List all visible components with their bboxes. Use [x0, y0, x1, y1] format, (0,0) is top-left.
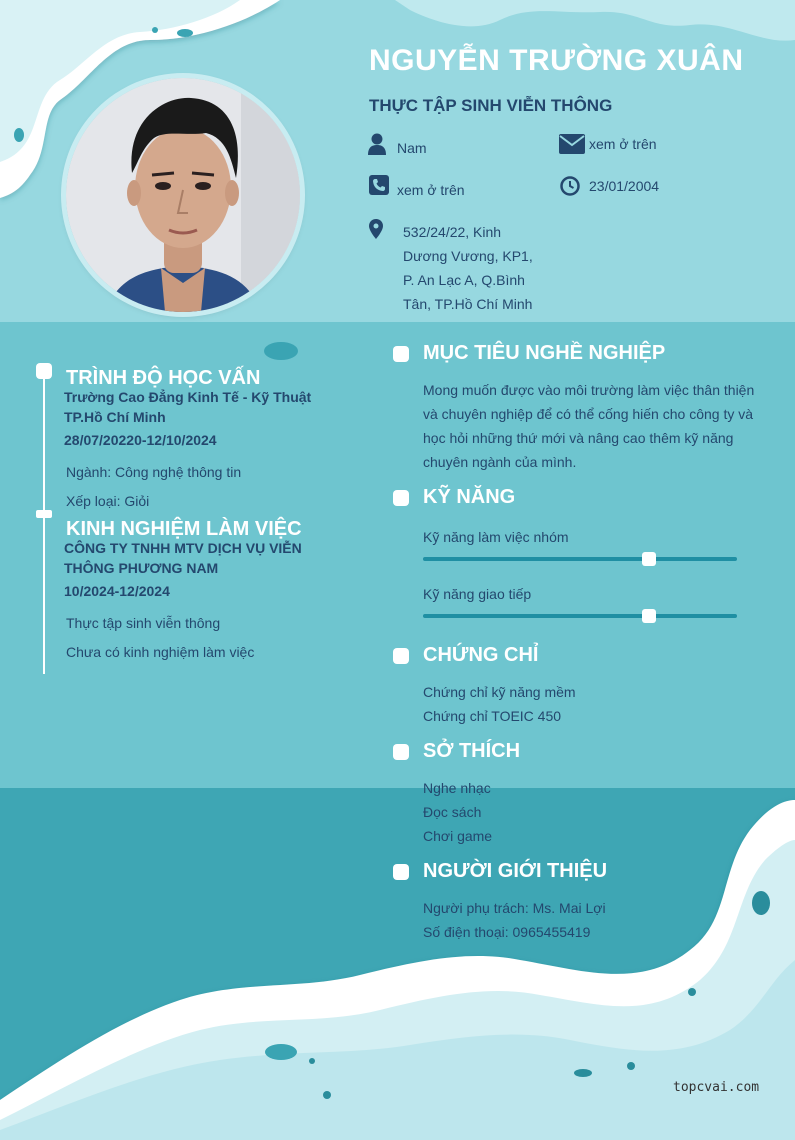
skill-label: Kỹ năng giao tiếp: [423, 586, 532, 602]
experience-title: KINH NGHIỆM LÀM VIỆC: [66, 518, 302, 540]
education-period: 28/07/20220-12/10/2024: [64, 432, 217, 448]
hobby-item: Nghe nhạc: [423, 780, 491, 796]
phone-icon: [369, 175, 389, 195]
reference-bullet: [393, 864, 409, 880]
address: [403, 220, 553, 316]
education-bullet: [36, 363, 52, 379]
skill-bar: [423, 614, 737, 618]
reference-phone: Số điện thoại: 0965455419: [423, 924, 591, 940]
address-line: 532/24/22, Kinh: [403, 224, 502, 240]
job-title: THỰC TẬP SINH VIỄN THÔNG: [369, 96, 613, 115]
gender-value: Nam: [397, 140, 427, 156]
hobbies-bullet: [393, 744, 409, 760]
clock-icon: [560, 176, 580, 196]
skills-title: KỸ NĂNG: [423, 486, 516, 508]
education-rank: Xếp loại: Giỏi: [66, 493, 150, 509]
address-line: P. An Lạc A, Q.Bình: [403, 272, 525, 288]
map-pin-icon: [369, 219, 383, 239]
timeline-line: [43, 370, 45, 674]
school-name: [64, 387, 344, 427]
objective-text: [423, 378, 768, 474]
reference-title: NGƯỜI GIỚI THIỆU: [423, 860, 608, 882]
email-value: xem ở trên: [589, 136, 657, 152]
skill-bar: [423, 557, 737, 561]
hobby-item: Chơi game: [423, 828, 493, 844]
skill-label: Kỹ năng làm việc nhóm: [423, 529, 569, 545]
phone-value: xem ở trên: [397, 182, 465, 198]
certificates-title: CHỨNG CHỈ: [423, 644, 539, 666]
avatar-photo: [66, 78, 300, 312]
experience-position: Thực tập sinh viễn thông: [66, 615, 221, 631]
company-name: [64, 538, 354, 578]
user-icon: [368, 133, 386, 155]
objective-bullet: [393, 346, 409, 362]
school-line: TP.Hồ Chí Minh: [64, 409, 166, 425]
education-title: TRÌNH ĐỘ HỌC VẤN: [66, 367, 261, 389]
hobbies-title: SỞ THÍCH: [423, 740, 521, 762]
education-major: Ngành: Công nghệ thông tin: [66, 464, 242, 480]
hobby-item: Đọc sách: [423, 804, 482, 820]
address-line: Dương Vương, KP1,: [403, 248, 533, 264]
envelope-icon: [559, 134, 585, 154]
certificates-bullet: [393, 648, 409, 664]
candidate-name: NGUYỄN TRƯỜNG XUÂN: [369, 44, 744, 77]
reference-person: Người phụ trách: Ms. Mai Lợi: [423, 900, 606, 916]
portrait-image: [66, 78, 300, 312]
birthdate-value: 23/01/2004: [589, 178, 660, 194]
objective-line: Mong muốn được vào môi trường làm việc thân thiện: [423, 382, 755, 398]
skill-level-marker: [642, 609, 656, 623]
objective-title: MỤC TIÊU NGHỀ NGHIỆP: [423, 342, 666, 364]
skill-level-marker: [642, 552, 656, 566]
school-line: Trường Cao Đẳng Kinh Tế - Kỹ Thuật: [64, 389, 312, 405]
objective-line: học hỏi những thứ mới và nâng cao thêm kỹ năng: [423, 430, 734, 446]
skills-bullet: [393, 490, 409, 506]
experience-note: Chưa có kinh nghiệm làm việc: [66, 644, 255, 660]
company-line: THÔNG PHƯƠNG NAM: [64, 560, 219, 576]
watermark: topcvai.com: [673, 1080, 760, 1095]
address-line: Tân, TP.Hồ Chí Minh: [403, 296, 533, 312]
objective-line: và chuyên nghiệp để có thể cống hiến cho công ty và: [423, 406, 754, 422]
objective-line: chuyên ngành của mình.: [423, 454, 577, 470]
experience-period: 10/2024-12/2024: [64, 583, 170, 599]
experience-bullet: [36, 510, 52, 518]
certificate-item: Chứng chỉ TOEIC 450: [423, 708, 562, 724]
company-line: CÔNG TY TNHH MTV DỊCH VỤ VIỄN: [64, 540, 302, 556]
certificate-item: Chứng chỉ kỹ năng mềm: [423, 684, 576, 700]
